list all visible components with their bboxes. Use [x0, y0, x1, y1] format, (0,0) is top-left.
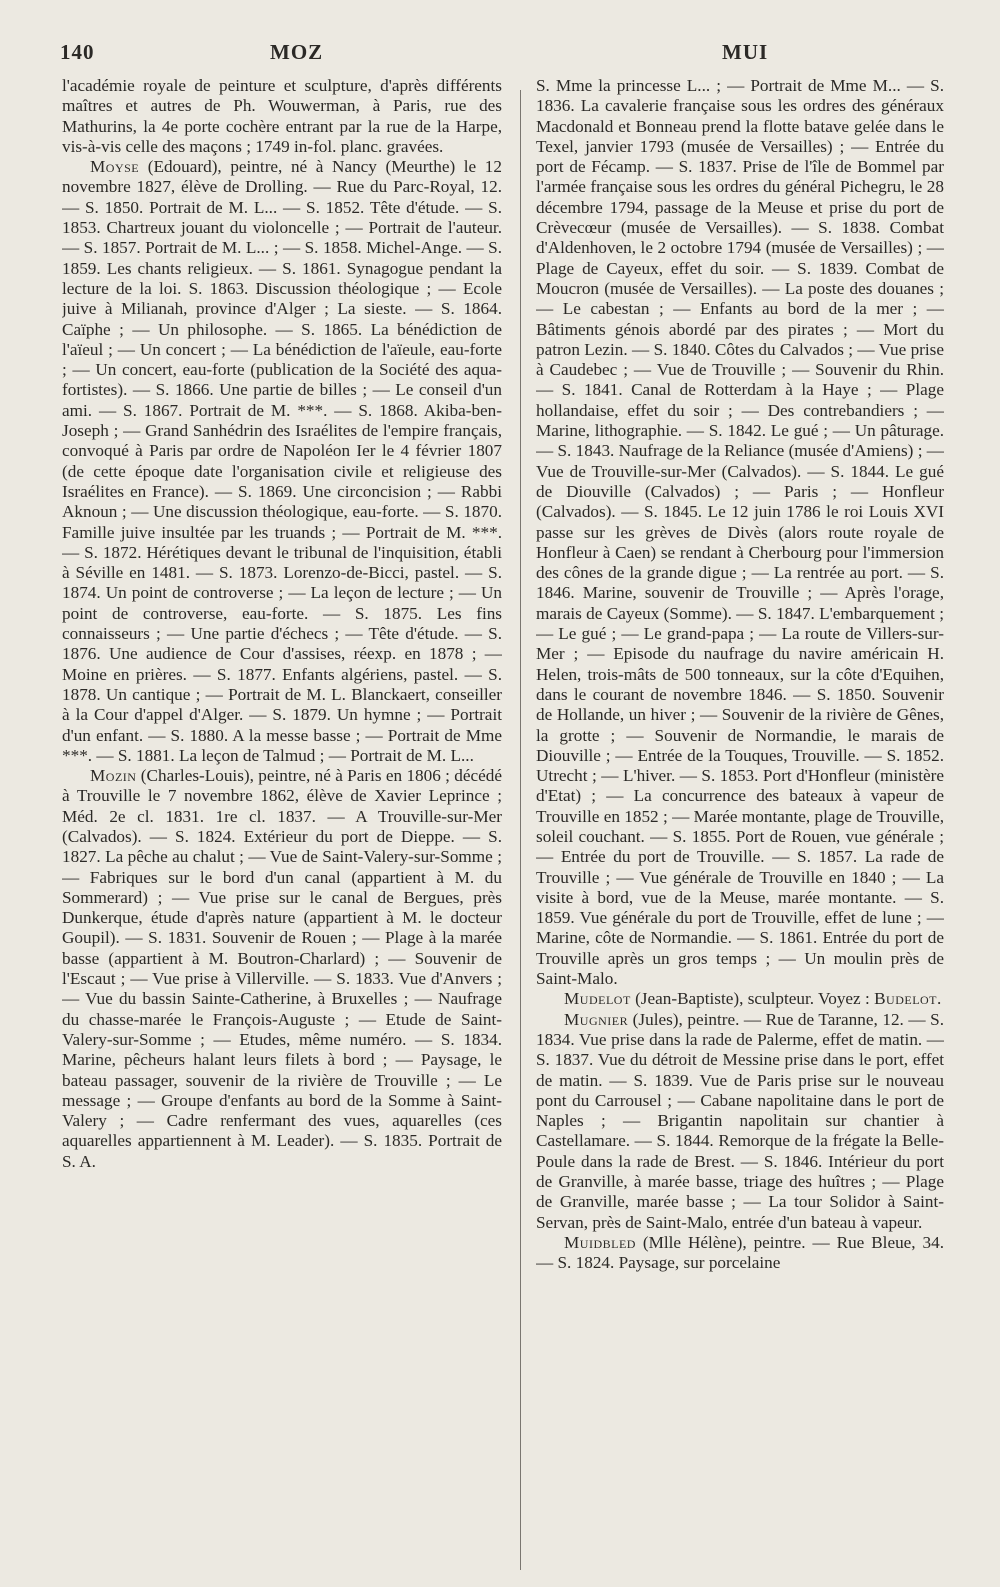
- entry-text: (Charles-Louis), peintre, né à Paris en 1806 ; décédé à Trouville le 7 novembre 1862, élève de Xavier Leprince ; Méd. 2e cl. 1831. 1re cl. 1837. — A Trouville-sur-Mer (Calvados). — S. 1824. Extérieur du port de Dieppe. — S. 1827. La pêche au chalut ; — Vue de Saint-Valery-sur-Somme ; — Fabriques sur le bord d'un canal (appartient à M. du Sommerard) ; — Vue prise sur le canal de Bergues, près Dunkerque, étude d'après nature (appartient à M. le docteur Goupil). — S. 1831. Souvenir de Rouen ; — Plage à la marée basse (appartient à M. Boutron-Charlard) ; — Souvenir de l'Escaut ; — Vue prise à Villerville. — S. 1833. Vue d'Anvers ; — Vue du bassin Sainte-Catherine, à Bruxelles ; — Naufrage du chasse-marée le François-Auguste ; — Etude de Saint-Valery-sur-Somme ; — Etudes, même numéro. — S. 1834. Marine, pêcheurs halant leurs filets à bord ; — Paysage, le bateau passager, souvenir de la rivière de Trouville ; — Le message ; — Groupe d'enfants au bord de la Somme à Saint-Valery ; — Cadre renfermant des vues, aquarelles (ces aquarelles appartiennent à M. Leader). — S. 1835. Portrait de S. A.: [62, 766, 502, 1171]
- page-header: [0, 40, 1000, 74]
- entry-name: Mudelot: [564, 989, 631, 1009]
- column-divider: [520, 90, 521, 1570]
- continued-entry-text: l'académie royale de peinture et sculpture, d'après différents maîtres et autres de Ph. Wouwerman, à Paris, rue des Mathurins, la 4e porte cochère entrant par la rue de la Harpe, vis-à-vis celle des maçons ; 1749 in-fol. planc. gravées.: [62, 76, 502, 156]
- entry-mudelot: [536, 989, 944, 1009]
- entry-name: Mugnier: [564, 1009, 629, 1029]
- continued-entry-text: S. Mme la princesse L... ; — Portrait de Mme M... — S. 1836. La cavalerie française sous les ordres des généraux Macdonald et Bonneau prend la flotte batave gelée dans le Texel, janvier 1793 (musée de Versailles) ; — Entrée du port de Fécamp. — S. 1837. Prise de l'île de Bommel par l'armée française sous les ordres du général Pichegru, le 28 décembre 1794, passage de la Meuse et prise du port de Crèvecœur (musée de Versailles). — S. 1838. Combat d'Aldenhoven, le 2 octobre 1794 (musée de Versailles) ; — Plage de Cayeux, effet du soir. — S. 1839. Combat de Moucron (musée de Versailles). — La poste des douanes ; — Le cabestan ; — Enfants au bord de la mer ; — Bâtiments génois abordé par des pirates ; — Mort du patron Lezin. — S. 1840. Côtes du Calvados ; — Vue prise à Caudebec ; — Vue de Trouville ; — Souvenir du Rhin. — S. 1841. Canal de Rotterdam à la Haye ; — Plage hollandaise, effet du soir ; — Des contrebandiers ; — Marine, lithographie. — S. 1842. Le gué ; — Un pâturage. — S. 1843. Naufrage de la Reliance (musée d'Amiens) ; — Vue de Trouville-sur-Mer (Calvados). — S. 1844. Le gué de Diouville (Calvados) ; — Paris ; — Honfleur (Calvados). — S. 1845. Le 12 juin 1786 le roi Louis XVI passe sur les grèves de Divès (alors route royale de Honfleur à Caen) se rendant à Cherbourg pour l'immersion des cônes de la grande digue ; — La rentrée au port. — S. 1846. Marine, souvenir de Trouville ; — Après l'orage, marais de Cayeux (Somme). — S. 1847. L'embarquement ; — Le gué ; — Le grand-papa ; — La route de Villers-sur-Mer ; — Episode du naufrage du navire américain H. Helen, trois-mâts de 500 tonneaux, sur la côte d'Equihen, dans le courant de novembre 1846. — S. 1850. Souvenir de Hollande, un hiver ; — Souvenir de la rivière de Gênes, la grotte ; — Souvenir de Normandie, le marais de Diouville ; — Entrée de la Touques, Trouville. — S. 1852. Utrecht ; — L'hiver. — S. 1853. Port d'Honfleur (ministère d'Etat) ; — La concurrence des bateaux à vapeur de Trouville en 1852 ; — Marée montante, plage de Trouville, soleil couchant. — S. 1855. Port de Rouen, vue générale ; — Entrée du port de Trouville. — S. 1857. La rade de Trouville ; — Vue générale de Trouville en 1840 ; — La visite à bord, vue de la Meuse, marée montante. — S. 1859. Vue générale du port de Trouville, effet de lune ; — Marine, côte de Normandie. — S. 1861. Entrée du port de Trouville après un gros temps ; — Un moulin près de Saint-Malo.: [536, 76, 944, 989]
- entry-name: Moyse: [90, 157, 140, 177]
- left-column: [62, 76, 502, 1567]
- entry-text: (Jean-Baptiste), sculpteur. Voyez :: [630, 989, 875, 1009]
- entry-text: (Edouard), peintre, né à Nancy (Meurthe) le 12 novembre 1827, élève de Drolling. — Rue du Parc-Royal, 12. — S. 1850. Portrait de M. L... — S. 1852. Tête d'étude. — S. 1853. Chartreux jouant du violoncelle ; — Portrait de l'auteur. — S. 1857. Portrait de M. L... ; — S. 1858. Michel-Ange. — S. 1859. Les chants religieux. — S. 1861. Synagogue pendant la lecture de la loi. S. 1863. Discussion théologique ; — Ecole juive à Milianah, province d'Alger ; La sieste. — S. 1864. Caïphe ; — Un philosophe. — S. 1865. La bénédiction de l'aïeul ; — Un concert ; — La bénédiction de l'aïeule, eau-forte ; — Un concert, eau-forte (publication de la Société des aqua-fortistes). — S. 1866. Une partie de billes ; — Le conseil d'un ami. — S. 1867. Portrait de M. ***. — S. 1868. Akiba-ben-Joseph ; — Grand Sanhédrin des Israélites de l'empire français, convoqué à Paris par ordre de Napoléon Ier le 4 février 1807 (de cette époque date l'organisation civile et religieuse des Israélites en France). — S. 1869. Une circoncision ; — Rabbi Aknoun ; — Une discussion théologique, eau-forte. — S. 1870. Famille juive insultée par les truands ; — Portrait de M. ***. — S. 1872. Hérétiques devant le tribunal de l'inquisition, établi à Séville en 1481. — S. 1873. Lorenzo-de-Bicci, pastel. — S. 1874. Un point de controverse ; — La leçon de lecture ; — Un point de controverse, eau-forte. — S. 1875. Les fins connaisseurs ; — Une partie d'échecs ; — Tête d'étude. — S. 1876. Une audience de Cour d'assises, réexp. en 1878 ; — Moine en prières. — S. 1877. Enfants algériens, pastel. — S. 1878. Un cantique ; — Portrait de M. L. Blanckaert, conseiller à la Cour d'appel d'Alger. — S. 1879. Un hymne ; — Portrait d'un enfant. — S. 1880. A la messe basse ; — Portrait de Mme ***. — S. 1881. La leçon de Talmud ; — Portrait de M. L...: [62, 157, 502, 765]
- entry-mugnier: [536, 1010, 944, 1233]
- entry-text: (Mlle Hélène), peintre. — Rue Bleue, 34. — S. 1824. Paysage, sur porcelaine: [536, 1232, 944, 1273]
- entry-moyse: [62, 157, 502, 766]
- right-column: [536, 76, 944, 1567]
- entry-end: .: [937, 989, 942, 1009]
- cross-reference: Budelot: [874, 989, 938, 1009]
- entry-muidbled: [536, 1233, 944, 1274]
- page-number: 140: [60, 40, 95, 64]
- running-head-right: MUI: [722, 40, 769, 64]
- entry-name: Muidbled: [564, 1232, 636, 1252]
- running-head-left: MOZ: [270, 40, 324, 64]
- entry-mozin: [62, 766, 502, 1172]
- entry-name: Mozin: [90, 766, 137, 786]
- entry-text: (Jules), peintre. — Rue de Taranne, 12. — S. 1834. Vue prise dans la rade de Palerme, effet de matin. — S. 1837. Vue du détroit de Messine prise dans le port, effet de matin. — S. 1839. Vue de Paris prise sur le nouveau pont du Carrousel ; — Cabane napolitaine dans le port de Naples ; — Brigantin napolitain sur chantier à Castellamare. — S. 1844. Remorque de la frégate la Belle-Poule dans la rade de Brest. — S. 1846. Intérieur du port de Granville, à marée basse, triage des huîtres ; — Plage de Granville, marée basse ; — La tour Solidor à Saint-Servan, près de Saint-Malo, entrée d'un bateau à vapeur.: [536, 1009, 944, 1232]
